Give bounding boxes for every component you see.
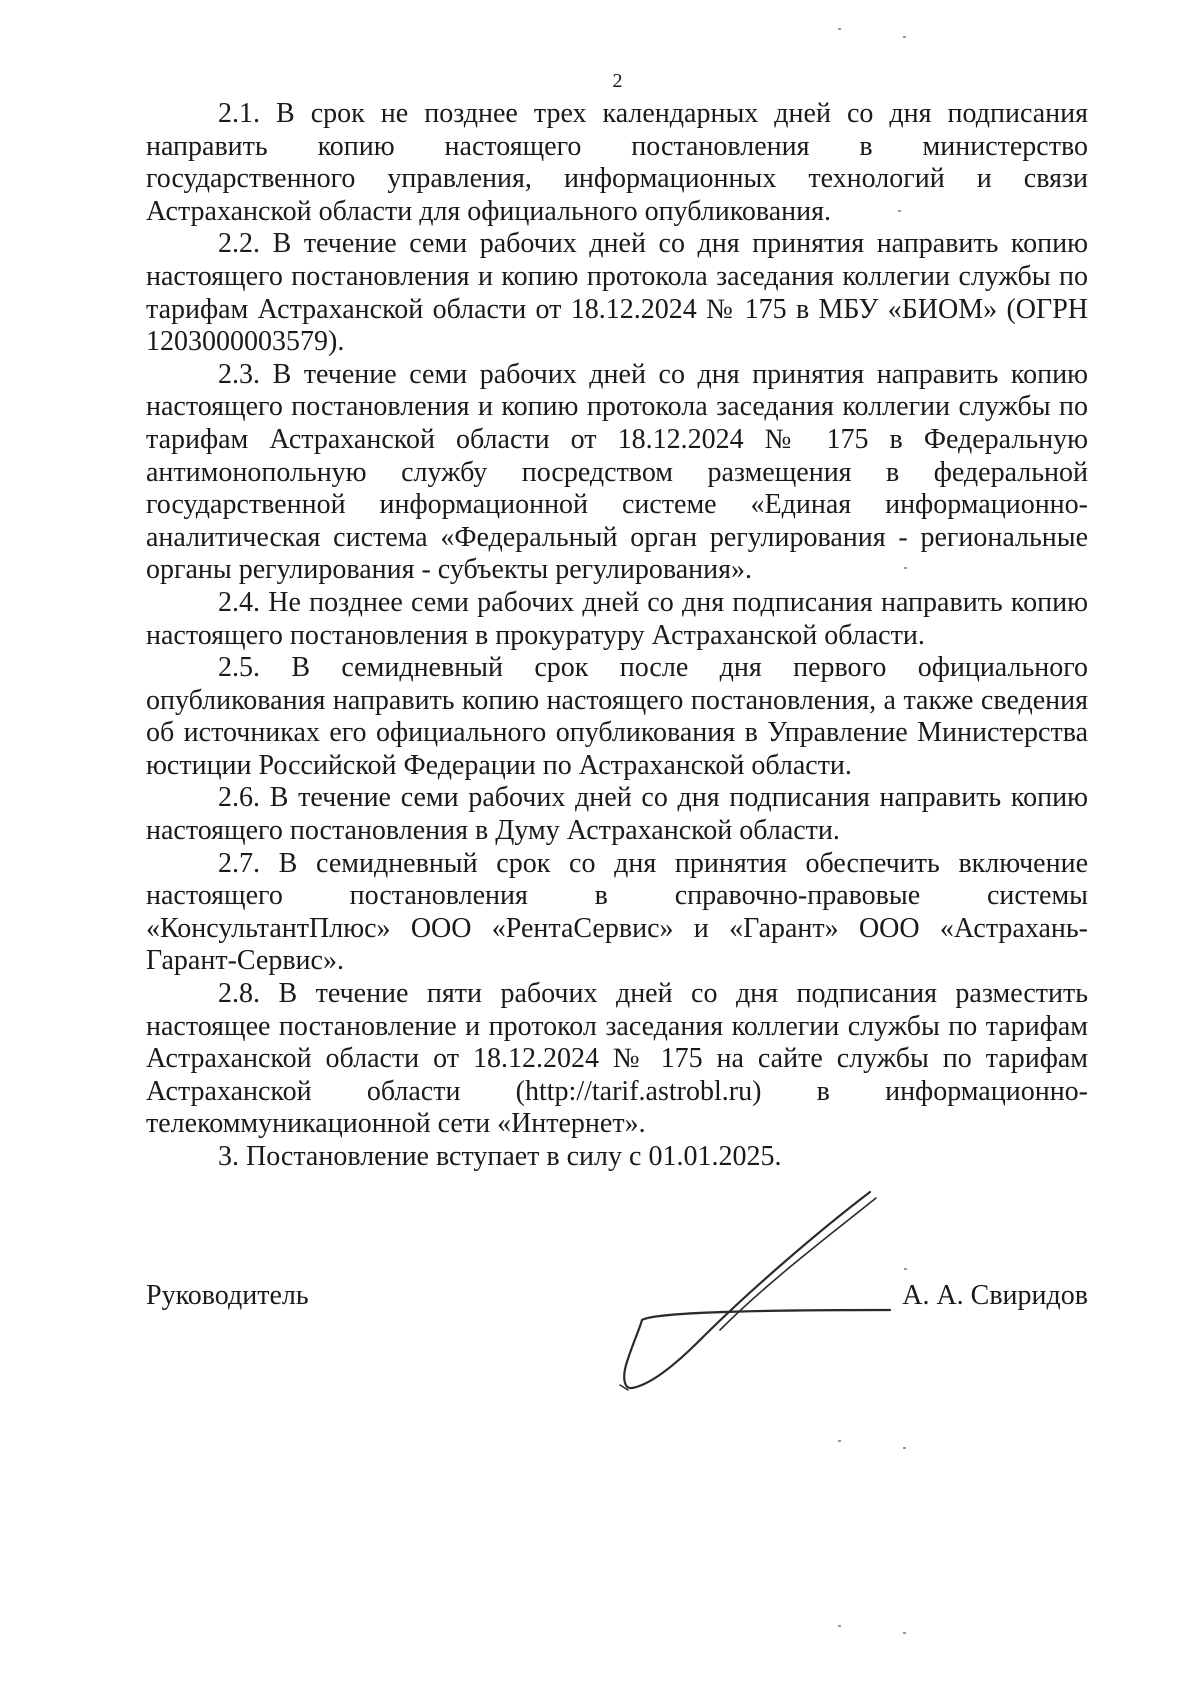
paragraph-2-6: 2.6. В течение семи рабочих дней со дня подписания направить копию настоящего постановления в Думу Астраханской области.	[146, 782, 1088, 847]
paragraph-2-1: 2.1. В срок не позднее трех календарных дней со дня подписания направить копию настоящего постановления в министерство государственного управления, информационных технологий и связи Астраханской области для официального опубликования.	[146, 98, 1088, 227]
document-body	[146, 98, 1088, 1174]
paragraph-3: 3. Постановление вступает в силу с 01.01.2025.	[218, 1141, 782, 1172]
handwritten-signature	[580, 1180, 900, 1400]
scan-speck	[838, 28, 841, 30]
page-number: 2	[612, 70, 623, 92]
scan-speck	[904, 567, 907, 569]
signer-name: А. А. Свиридов	[902, 1280, 1088, 1311]
paragraph-2-2: 2.2. В течение семи рабочих дней со дня принятия направить копию настоящего постановления и копию протокола заседания коллегии службы по тарифам Астраханской области от 18.12.2024 № 175 в МБУ «БИОМ» (ОГРН 1203000003579).	[146, 228, 1088, 358]
scan-speck	[903, 36, 906, 38]
paragraph-2-4: 2.4. Не позднее семи рабочих дней со дня подписания направить копию настоящего постановления в прокуратуру Астраханской области.	[146, 586, 1088, 651]
scan-speck	[904, 1268, 907, 1270]
paragraph-2-8: 2.8. В течение пяти рабочих дней со дня подписания разместить настоящее постановление и протокол заседания коллегии службы по тарифам Астраханской области от 18.12.2024 № 175 на сайте службы по тарифам Астраханской области (http://tarif.astrobl.ru) в информационно-телекоммуникационной сети «Интернет».	[146, 978, 1088, 1140]
paragraph-2-5: 2.5. В семидневный срок после дня первого официального опубликования направить копию настоящего постановления, а также сведения об источниках его официального опубликования в Управление Министерства юстиции Российской Федерации по Астраханской области.	[146, 652, 1088, 781]
scan-speck	[903, 1447, 906, 1449]
scan-speck	[838, 1625, 841, 1627]
paragraph-2-3: 2.3. В течение семи рабочих дней со дня принятия направить копию настоящего постановления и копию протокола заседания коллегии службы по тарифам Астраханской области от 18.12.2024 № 175 в Федеральную антимонопольную службу посредством размещения в федеральной государственной информационной системе «Единая информационно-аналитическая система «Федеральный орган регулирования - региональные органы регулирования - субъекты регулирования».	[146, 358, 1088, 586]
scan-speck	[903, 1632, 906, 1634]
scan-speck	[898, 210, 901, 212]
signer-position: Руководитель	[146, 1280, 309, 1311]
scan-speck	[838, 1440, 841, 1442]
paragraph-2-7: 2.7. В семидневный срок со дня принятия обеспечить включение настоящего постановления в справочно-правовые системы «КонсультантПлюс» ООО «РентаСервис» и «Гарант» ООО «Астрахань-Гарант-Сервис».	[146, 847, 1088, 977]
